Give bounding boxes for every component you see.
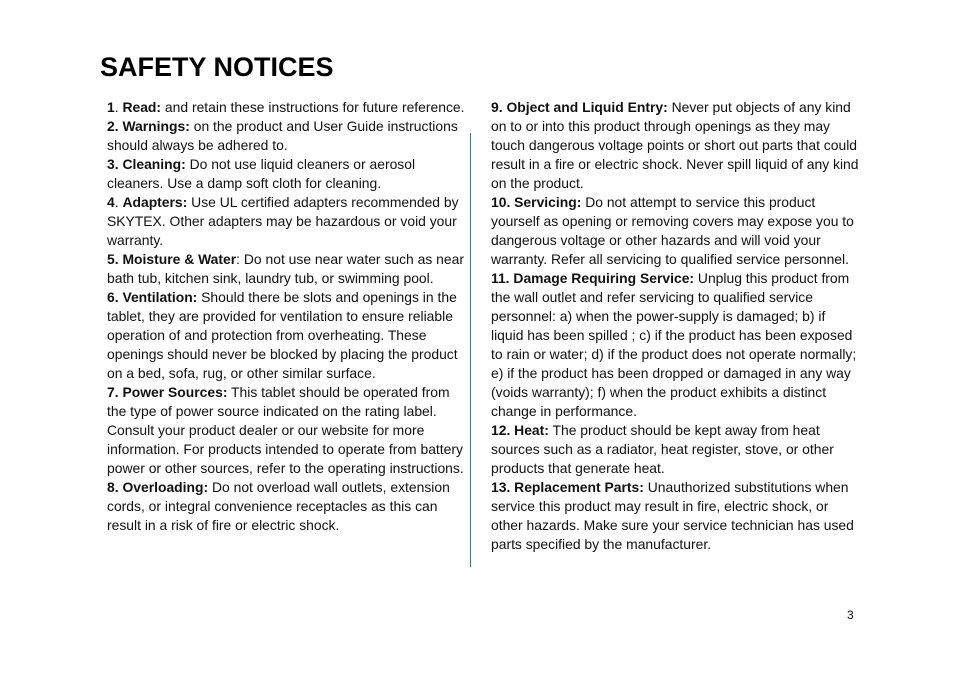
notice-text: and retain these instructions for future reference. — [161, 99, 465, 115]
notice-item-warnings — [107, 117, 467, 155]
notice-text: Never put objects of any kind on to or into this product through openings as they may touch dangerous voltage points or short out parts that could result in a fire or electric shock. Never spill liquid of any kind on the product. — [491, 99, 859, 191]
notice-label: Power Sources: — [122, 384, 228, 400]
notice-text: Do not attempt to service this product yourself as opening or removing covers may expose you to dangerous voltage or other hazards and will void your warranty. Refer all servicing to qualified service personnel. — [491, 194, 854, 267]
notice-item-cleaning — [107, 155, 467, 193]
notice-number: 12. — [491, 422, 511, 438]
notice-number: 9. — [491, 99, 503, 115]
notice-text: Unauthorized substitutions when service this product may result in fire, electric shock, or other hazards. Make sure your service technician has used parts specified by the manufacturer. — [491, 479, 854, 552]
notice-text: Use UL certified adapters recommended by SKYTEX. Other adapters may be hazardous or void your warranty. — [107, 194, 459, 248]
notice-label: Moisture & Water — [122, 251, 237, 267]
notice-label: Object and Liquid Entry: — [506, 99, 668, 115]
notice-label: Cleaning: — [122, 156, 186, 172]
notice-text: Unplug this product from — [694, 270, 850, 286]
notice-label: Warnings: — [122, 118, 190, 134]
notice-item-moisture — [107, 250, 467, 288]
notice-item-replacement-parts — [491, 478, 859, 554]
notice-number: 4 — [107, 194, 115, 210]
notice-item-heat — [491, 421, 859, 478]
page-number: 3 — [847, 608, 854, 622]
notice-item-adapters — [107, 193, 467, 250]
notice-text: The product should be kept away from heat sources such as a radiator, heat register, stove, or other products that generate heat. — [491, 422, 834, 476]
right-column — [491, 98, 859, 554]
notice-text: : Do not use near water such as near bath tub, kitchen sink, laundry tub, or swimming pool. — [107, 251, 464, 286]
notice-item-ventilation — [107, 288, 467, 383]
notice-text: Do not use liquid cleaners or aerosol cleaners. Use a damp soft cloth for cleaning. — [107, 156, 416, 191]
notice-number: 10. — [491, 194, 511, 210]
notice-label: Read: — [122, 99, 162, 115]
left-column — [107, 98, 467, 535]
notice-item-damage-requiring-service — [491, 269, 859, 288]
notice-label: Adapters: — [122, 194, 188, 210]
notice-label: Heat: — [514, 422, 549, 438]
notice-label: Servicing: — [514, 194, 582, 210]
notice-item-read — [107, 98, 467, 117]
notice-number: 11. — [491, 270, 510, 286]
notice-item-overloading — [107, 478, 467, 535]
notice-text: Do not overload wall outlets, extension cords, or integral convenience receptacles as this can result in a risk of fire or electric shock. — [107, 479, 450, 533]
notice-sep: . — [114, 99, 123, 115]
notice-sep: . — [114, 194, 123, 210]
notice-number: 13. — [491, 479, 511, 495]
notice-item-power-sources — [107, 383, 467, 478]
notice-number: 8. — [107, 479, 119, 495]
notice-number: 5. — [107, 251, 119, 267]
notice-text: on the product and User Guide instructions should always be adhered to. — [107, 118, 458, 153]
notice-text: Should there be slots and openings in the tablet, they are provided for ventilation to ensure reliable operation of and protection from overheating. These openings should never be blocked by placing the product on a bed, sofa, rug, or other similar surface. — [107, 289, 458, 381]
page-title: SAFETY NOTICES — [100, 52, 334, 82]
notice-item-damage-continuation: the wall outlet and refer servicing to qualified service personnel: a) when the power-supply is damaged; b) if liquid has been spilled ; c) if the product has been exposed to rain or water; d) if the product does not operate normally; e) if the product has been dropped or damaged in any way (voids warranty); f) when the product exhibits a distinct change in performance. — [491, 289, 857, 419]
column-divider — [470, 133, 471, 567]
notice-item-object-liquid-entry — [491, 98, 859, 193]
notice-label: Overloading: — [122, 479, 209, 495]
notice-text: This tablet should be operated from the type of power source indicated on the rating label. Consult your product dealer or our website for more information. For products intended to operate from battery power or other sources, refer to the operating instructions. — [107, 384, 464, 476]
notice-label: Ventilation: — [122, 289, 198, 305]
notice-number: 2. — [107, 118, 119, 134]
notice-number: 3. — [107, 156, 119, 172]
notice-label: Replacement Parts: — [514, 479, 644, 495]
notice-number: 1 — [107, 99, 115, 115]
notice-number: 7. — [107, 384, 119, 400]
notice-number: 6. — [107, 289, 119, 305]
notice-label: Damage Requiring Service: — [513, 270, 695, 286]
notice-item-servicing — [491, 193, 859, 269]
